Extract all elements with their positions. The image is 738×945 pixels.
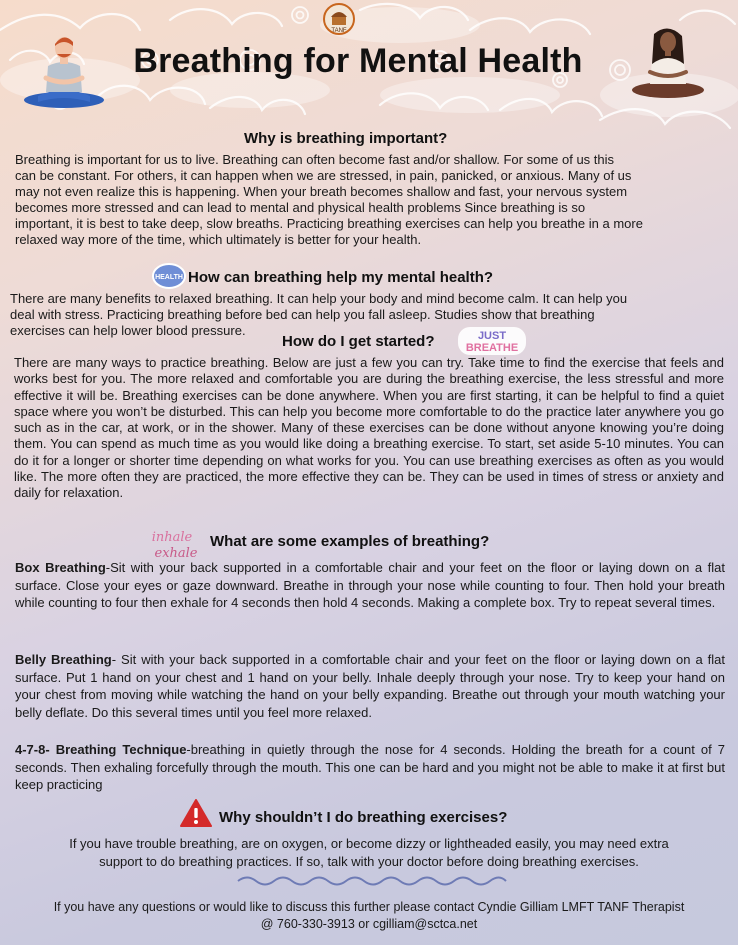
footer-line-2: @ 760-330-3913 or cgilliam@sctca.net — [260, 917, 478, 931]
help-line-3: exercises can help lower blood pressure. — [10, 323, 246, 338]
four-seven-eight-paragraph — [15, 741, 725, 794]
inhale-exhale-sticker — [140, 527, 204, 561]
exhale-sticker-text: exhale — [154, 546, 198, 561]
heading-mental-health: How can breathing help my mental health? — [188, 269, 494, 286]
heading-why-important: Why is breathing important? — [244, 130, 448, 147]
get-started-body: There are many ways to practice breathing. Below are just a few you can try. Take time to find the exercise that feels and works best for you. The more relaxed and comfortable you are during the breathing exercise, the less stressful and more effective it will be. Breathing exercises can be done anywhere. When you are first starting, it can be helpful to find a quiet space where you won’t be disturbed. This can help you become more comfortable to do the practice later anywhere you go such as in the car, at work, or in the shower. Many of these exercises can be done without anyone knowing you’re doing them. You can spend as much time as you would like doing a breathing exercise. To start, set aside 5-10 minutes. You can do it for a longer or shorter time depending on what works for you. You can use breathing exercises as often as you would like. The more often they are practiced, the more effective they can be. They can be used in times of stress or anxiety and daily for relaxation. — [14, 355, 724, 501]
why-not-body — [14, 835, 724, 870]
just-breathe-sticker-line1: JUST — [477, 330, 507, 342]
belly-breathing-paragraph — [15, 651, 725, 721]
inhale-sticker-text: inhale — [151, 530, 193, 545]
belly-breathing-text: - Sit with your back supported in a comfortable chair and your feet on the floor or laying down on a flat surface. Put 1 hand on your chest and 1 hand on your belly. Inhale deeply through your nose. Try to keep your hand on your chest from moving while watching the hand on your belly expanding. Breathe out through your mouth watching your belly deflate. Do this several times until you feel more relaxed. — [15, 652, 726, 720]
why-important-body — [15, 152, 725, 248]
tanf-logo — [323, 2, 355, 36]
just-breathe-sticker-line2: BREATHE — [465, 342, 519, 354]
warning-line-2: support to do breathing practices. If so, talk with your doctor before doing breathing exercises. — [99, 853, 639, 869]
box-breathing-term: Box Breathing — [15, 560, 106, 575]
why-line-6: relaxed way more of the time, which ultimately is better for your health. — [15, 232, 422, 247]
four-seven-eight-text: -breathing in quietly through the nose for 4 seconds. Holding the breath for a count of 7 seconds. Then exhaling forcefully through the mouth. This one can be hard and you might not be able to make it at first but keep practicing — [15, 742, 725, 792]
contact-footer — [0, 899, 738, 933]
belly-breathing-term: Belly Breathing — [15, 652, 112, 667]
heading-why-not: Why shouldn’t I do breathing exercises? — [219, 809, 508, 826]
footer-line-1: If you have any questions or would like to discuss this further please contact Cyndie Gilliam LMFT TANF Therapist — [53, 900, 685, 914]
heading-get-started: How do I get started? — [282, 333, 435, 350]
warning-line-1: If you have trouble breathing, are on oxygen, or become dizzy or lightheaded easily, you may need extra — [69, 836, 669, 851]
why-line-1: Breathing is important for us to live. Breathing can often become fast and/or shallow. For some of us this — [15, 152, 615, 167]
wavy-divider — [236, 874, 508, 888]
why-line-3: may not even realize this is happening. When your breath becomes shallow and fast, your nervous system — [15, 184, 628, 199]
why-line-5: important, it is best to take deep, slow breaths. Practicing breathing exercises can help you breathe in a more — [15, 216, 643, 231]
logo-text: TANF — [331, 28, 347, 34]
box-breathing-text: -Sit with your back supported in a comfortable chair and your feet on the floor or laying down on a flat surface. Close your eyes or gaze downward. Breathe in through your nose while counting to four. Then hold your breath while counting to four then exhale for 4 seconds then hold 4 seconds. Making a complete box. Try to repeat several times. — [15, 560, 725, 610]
help-line-1: There are many benefits to relaxed breathing. It can help your body and mind become calm. It can help you — [10, 291, 628, 306]
why-line-4: becomes more stressed and can lead to mental and physical health problems Since breathing is so — [15, 200, 586, 215]
page-title: Breathing for Mental Health — [133, 42, 583, 80]
health-sticker — [152, 263, 186, 289]
warning-icon — [180, 798, 212, 828]
heading-examples: What are some examples of breathing? — [210, 533, 490, 550]
health-sticker-text: HEALTH — [155, 274, 183, 281]
box-breathing-paragraph — [15, 559, 725, 612]
four-seven-eight-term: 4-7-8- Breathing Technique — [15, 742, 187, 757]
just-breathe-sticker — [456, 325, 528, 357]
help-line-2: deal with stress. Practicing breathing before bed can help you fall asleep. Studies show that breathing — [10, 307, 595, 322]
why-line-2: can be constant. For others, it can happen when we are stressed, in pain, panicked, or anxious. Many of us — [15, 168, 632, 183]
mental-health-body — [10, 291, 720, 339]
